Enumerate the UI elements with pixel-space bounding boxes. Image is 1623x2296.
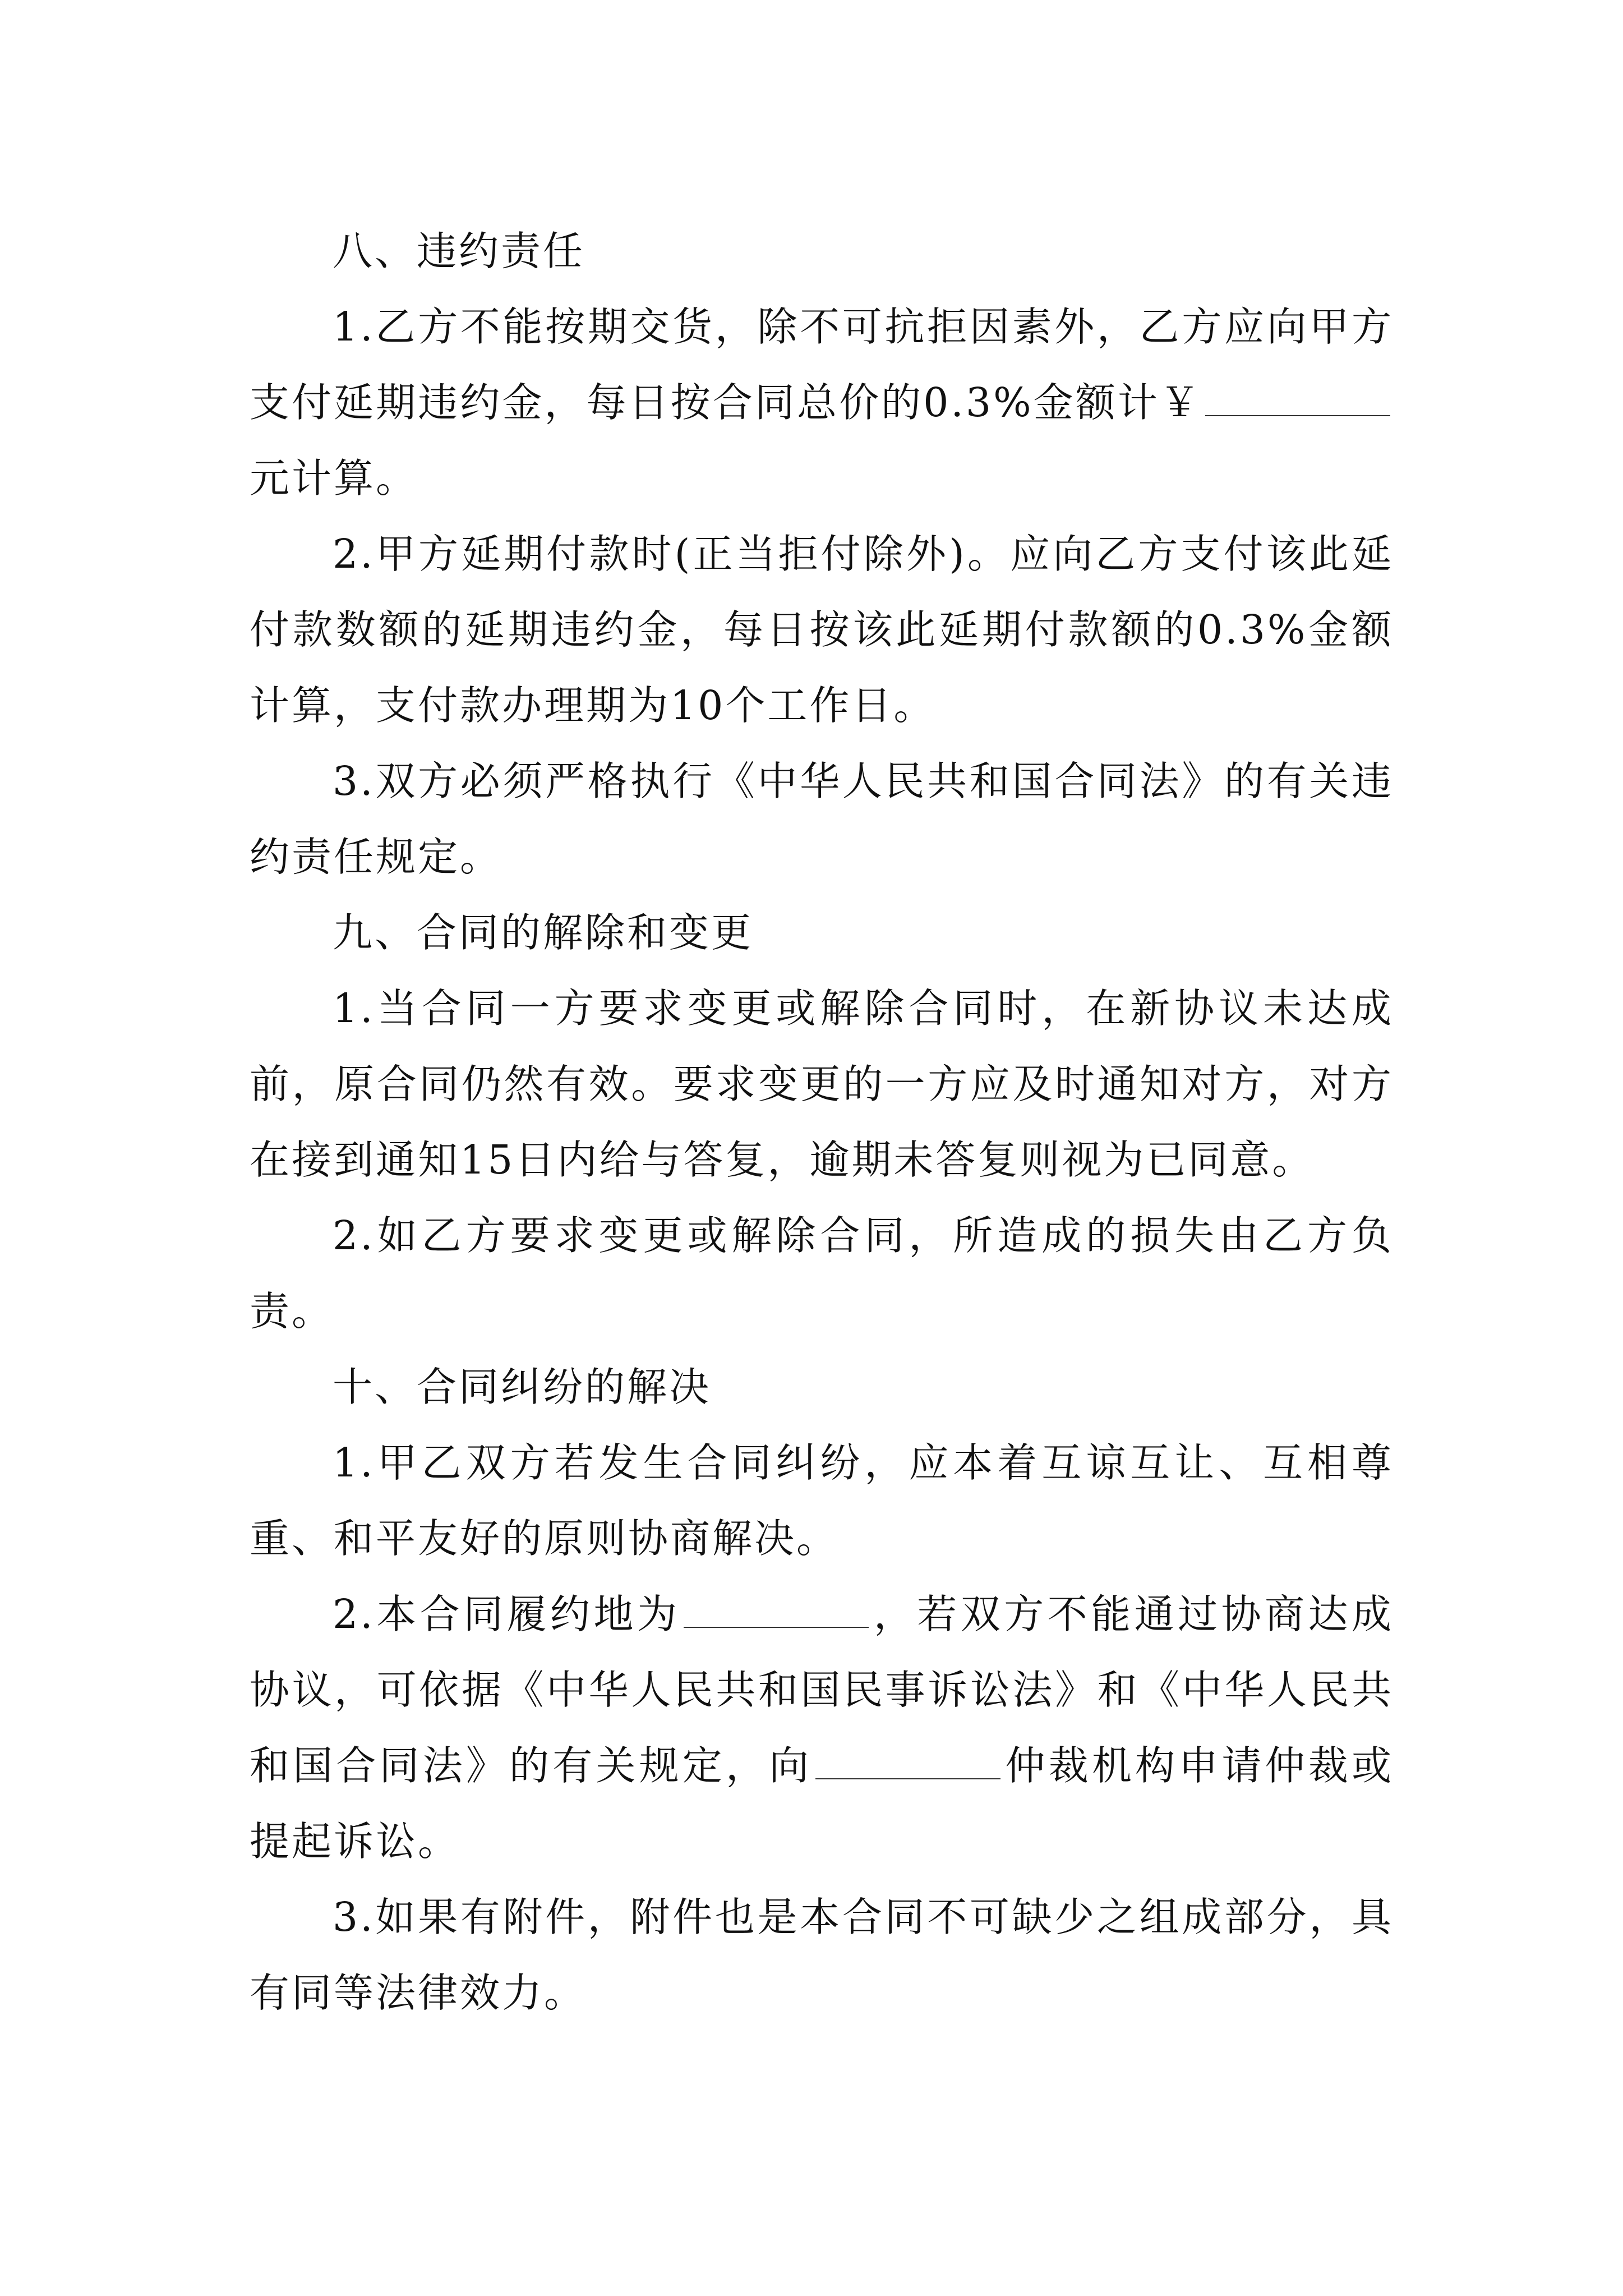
clause-text: 1.乙方不能按期交货，除不可抗拒因素外，乙方应向甲方支付延期违约金，每日按合同总价的0.3%金额计￥ [250,303,1394,426]
amount-blank-field[interactable] [1205,383,1390,416]
section-8-clause-3: 3.双方必须严格执行《中华人民共和国合同法》的有关违约责任规定。 [250,758,1394,880]
section-9-clause-1: 1.当合同一方要求变更或解除合同时，在新协议未达成前，原合同仍然有效。要求变更的一方应及时通知对方，对方在接到通知15日内给与答复，逾期未答复则视为已同意。 [250,985,1394,1183]
section-8-clause-1 [250,289,1394,516]
clause-text: 仲裁机构申请仲裁或提起诉讼。 [250,1742,1394,1865]
clause-text: 元计算。 [250,455,418,501]
performance-location-blank-field[interactable] [684,1594,869,1628]
section-10-clause-3: 3.如果有附件，附件也是本合同不可缺少之组成部分，具有同等法律效力。 [250,1894,1394,2016]
section-10-heading: 十、合同纠纷的解决 [333,1364,712,1410]
section-9-clause-2: 2.如乙方要求变更或解除合同，所造成的损失由乙方负责。 [250,1212,1394,1335]
section-8-heading: 八、违约责任 [333,228,585,274]
arbitration-body-blank-field[interactable] [815,1746,1000,1779]
document-body [250,213,1394,2031]
section-9-heading: 九、合同的解除和变更 [333,909,754,956]
section-10-clause-1: 1.甲乙双方若发生合同纠纷，应本着互谅互让、互相尊重、和平友好的原则协商解决。 [250,1439,1394,1562]
section-8-clause-2: 2.甲方延期付款时(正当拒付除外)。应向乙方支付该此延付款数额的延期违约金，每日按该此延期付款额的0.3%金额计算，支付款办理期为10个工作日。 [250,531,1394,729]
clause-text: 2.本合同履约地为 [333,1591,681,1637]
clause-text: ，若双方不能通过协商达成协议，可依据《中华人民共和国民事诉讼法》和《中华人民共和国合同法》的有关规定，向 [250,1591,1394,1789]
section-10-clause-2 [250,1576,1394,1879]
